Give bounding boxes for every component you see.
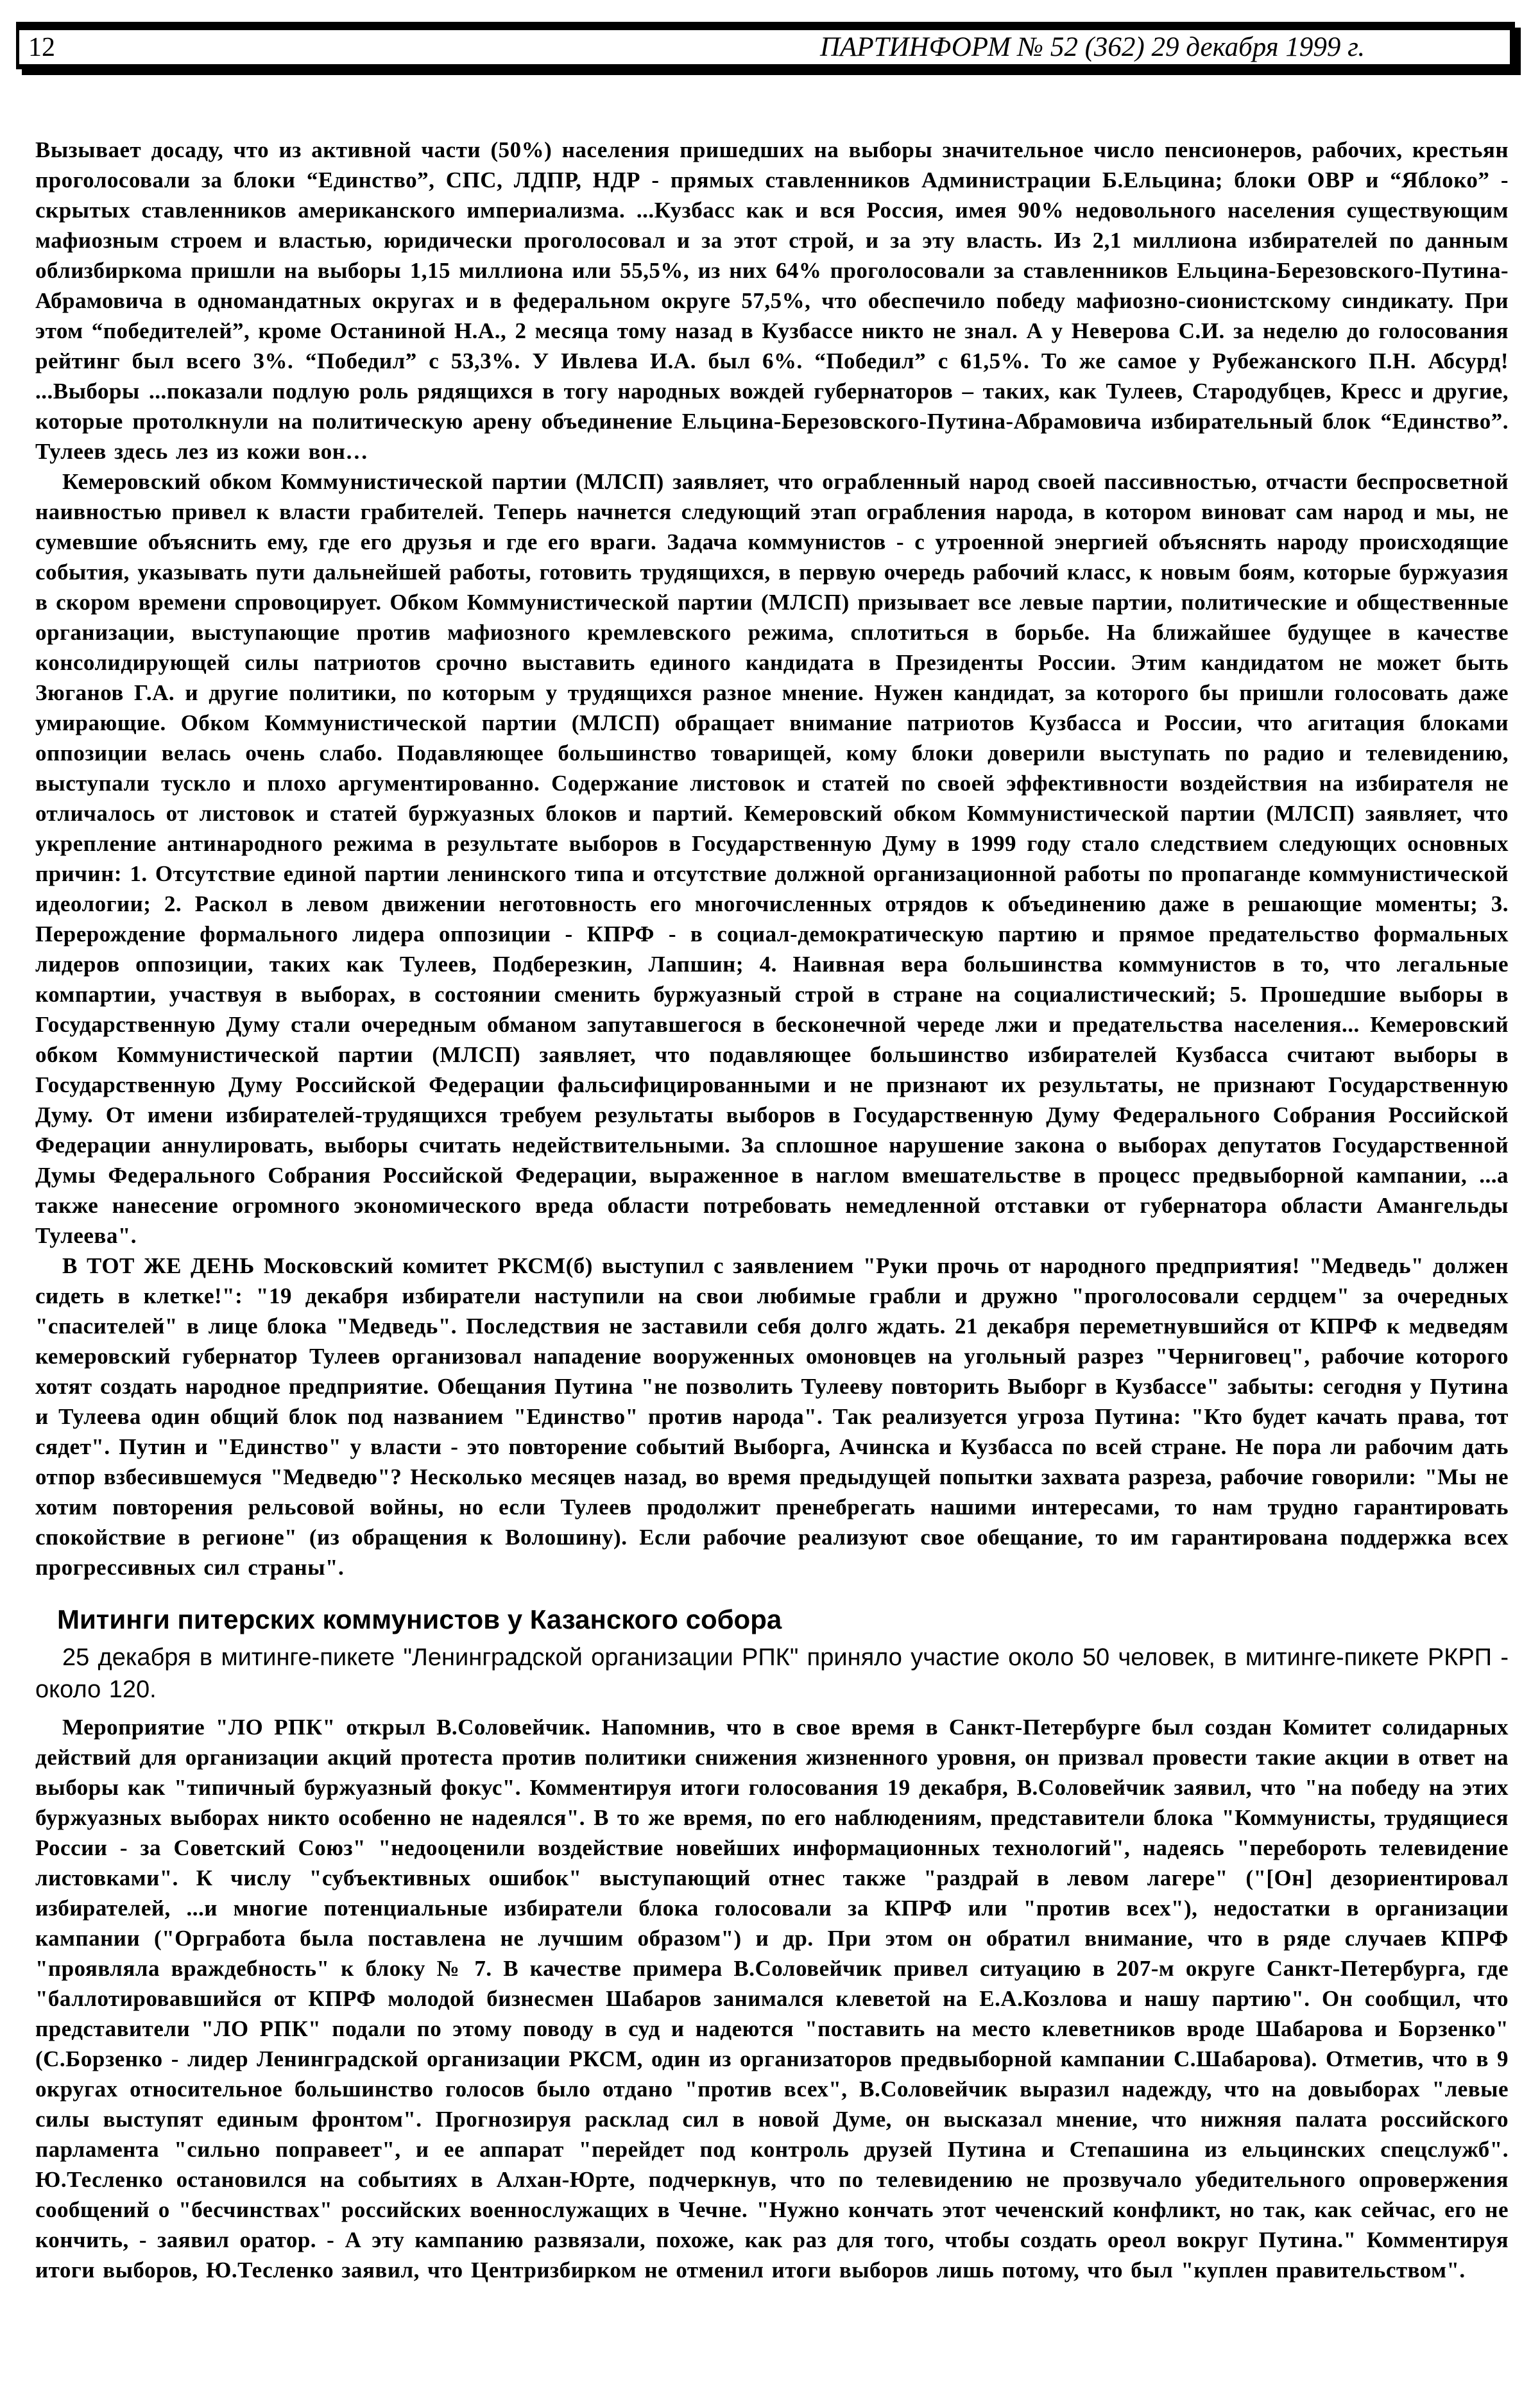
page-number: 12 [28,33,55,62]
article-paragraph: Кемеровский обком Коммунистической партии (МЛСП) заявляет, что ограбленный народ своей пассивностью, отчасти беспросветной наивностью привел к власти грабителей. Теперь начнется следующий этап ограбления народа, в котором виноват сам народ и мы, не сумевшие объяснить ему, где его друзья и где его враги. Задача коммунистов - с утроенной энергией объяснять народу происходящие события, указывать пути дальнейшей работы, готовить трудящихся, в первую очередь рабочий класс, к новым боям, которые буржуазия в скором времени спровоцирует. Обком Коммунистической партии (МЛСП) призывает все левые партии, политические и общественные организации, выступающие против мафиозного кремлевского режима, сплотиться в борьбе. На ближайшее будущее в качестве консолидирующей силы патриотов срочно выставить единого кандидата в Президенты России. Этим кандидатом не может быть Зюганов Г.А. и другие политики, по которым у трудящихся разное мнение. Нужен кандидат, за которого бы пришли голосовать даже умирающие. Обком Коммунистической партии (МЛСП) обращает внимание патриотов Кузбасса и России, что агитация блоками оппозиции велась очень слабо. Подавляющее большинство товарищей, кому блоки доверили выступать по радио и телевидению, выступали тускло и плохо аргументированно. Содержание листовок и статей по своей эффективности воздействия на избирателя не отличалось от листовок и статей буржуазных блоков и партий. Кемеровский обком Коммунистической партии (МЛСП) заявляет, что укрепление антинародного режима в результате выборов в Государственную Думу в 1999 году стало следствием следующих основных причин: 1. Отсутствие единой партии ленинского типа и отсутствие должной организационной работы по пропаганде коммунистической идеологии; 2. Раскол в левом движении неготовность его многочисленных отрядов к объединению даже в решающие моменты; 3. Перерождение формального лидера оппозиции - КПРФ - в социал-демократическую партию и прямое предательство формальных лидеров оппозиции, таких как Тулеев, Подберезкин, Лапшин; 4. Наивная вера большинства коммунистов в то, что легальные компартии, участвуя в выборах, в состоянии сменить буржуазный строй в стране на социалистический; 5. Прошедшие выборы в Государственную Думу стали очередным обманом запутавшегося в бесконечной череде лжи и предательства населения... Кемеровский обком Коммунистической партии (МЛСП) заявляет, что подавляющее большинство избирателей Кузбасса считают выборы в Государственную Думу Российской Федерации фальсифицированными и не признают их результаты, не признают Государственную Думу. От имени избирателей-трудящихся требуем результаты выборов в Государственную Думу Федерального Собрания Российской Федерации аннулировать, выборы считать недействительными. За сплошное нарушение закона о выборах депутатов Государственной Думы Федерального Собрания Российской Федерации, выраженное в наглом вмешательстве в процесс предвыборной кампании, ...а также нанесение огромного экономического вреда области потребовать немедленной отставки от губернатора области Амангельды Тулеева". [35,469,1509,1248]
section-paragraph: Мероприятие "ЛО РПК" открыл В.Соловейчик. Напомнив, что в свое время в Санкт-Петербурге был создан Комитет солидарных действий для организации акций протеста против политики снижения жизненного уровня, он призвал провести такие акции в ответ на выборы как "типичный буржуазный фокус". Комментируя итоги голосования 19 декабря, В.Соловейчик заявил, что "на победу на этих буржуазных выборах никто особенно не надеялся". В то же время, по его наблюдениям, представители блока "Коммунисты, трудящиеся России - за Советский Союз" "недооценили воздействие новейших информационных технологий", надеясь "перебороть телевидение листовками". К числу "субъективных ошибок" выступающий отнес также "раздрай в левом лагере" ("[Он] дезориентировал избирателей, ...и многие потенциальные избиратели блока голосовали за КПРФ или "против всех"), недостатки в организации кампании ("Оргработа была поставлена не лучшим образом") и др. При этом он обратил внимание, что в ряде случаев КПРФ "проявляла враждебность" к блоку № 7. В качестве примера В.Соловейчик привел ситуацию в 207-м округе Санкт-Петербурга, где "баллотировавшийся от КПРФ молодой бизнесмен Шабаров занимался клеветой на Е.А.Козлова и нашу партию". Он сообщил, что представители "ЛО РПК" подали по этому поводу в суд и надеются "поставить на место клеветников вроде Шабарова и Борзенко" (С.Борзенко - лидер Ленинградской организации РКСМ, один из организаторов предвыборной кампании С.Шабарова). Отметив, что в 9 округах относительное большинство голосов было отдано "против всех", В.Соловейчик выразил надежду, что на довыборах "левые силы выступят единым фронтом". Прогнозируя расклад сил в новой Думе, он высказал мнение, что нижняя палата российского парламента "сильно поправеет", и ее аппарат "перейдет под контроль друзей Путина и Степашина из ельцинских спецслужб". Ю.Тесленко остановился на событиях в Алхан-Юрте, подчеркнув, что по телевидению не прозвучало убедительного опровержения сообщений о "бесчинствах" российских военнослужащих в Чечне. "Нужно кончать этот чеченский конфликт, но так, как сейчас, его не кончить, - заявил оратор. - А эту кампанию развязали, похоже, как раз для того, чтобы создать ореол вокруг Путина." Комментируя итоги выборов, Ю.Тесленко заявил, что Центризбирком не отменил итоги выборов лишь потому, что был "куплен правительством". [35,1715,1509,2283]
article-paragraph: В ТОТ ЖЕ ДЕНЬ Московский комитет РКСМ(б) выступил с заявлением "Руки прочь от народного предприятия! "Медведь" должен сидеть в клетке!": "19 декабря избиратели наступили на свои любимые грабли и дружно "проголосовали сердцем" за очередных "спасителей" в лице блока "Медведь". Последствия не заставили себя долго ждать. 21 декабря переметнувшийся от КПРФ к медведям кемеровский губернатор Тулеев организовал нападение вооруженных омоновцев на угольный разрез "Черниговец", рабочие которого хотят создать народное предприятие. Обещания Путина "не позволить Тулееву повторить Выборг в Кузбассе" забыты: сегодня у Путина и Тулеева один общий блок под названием "Единство" против народа". Так реализуется угроза Путина: "Кто будет качать права, тот сядет". Путин и "Единство" у власти - это повторение событий Выборга, Ачинска и Кузбасса по всей стране. Не пора ли рабочим дать отпор взбесившемуся "Медведю"? Несколько месяцев назад, во время предыдущей попытки захвата разреза, рабочие говорили: "Мы не хотим повторения рельсовой войны, но если Тулеев продолжит пренебрегать нашими интересами, то нам трудно гарантировать спокойствие в регионе" (из обращения к Волошину). Если рабочие реализуют свое обещание, то им гарантирована поддержка всех прогрессивных сил страны". [35,1253,1509,1580]
newsletter-title: ПАРТИНФОРМ № 52 (362) 29 декабря 1999 г. [820,32,1365,62]
section-heading: Митинги питерских коммунистов у Казанского собора [57,1604,782,1634]
section-intro-paragraph: 25 декабря в митинге-пикете "Ленинградской организации РПК" приняло участие около 50 человек, в митинге-пикете РКРП - около 120. [35,1644,1509,1703]
page-header-box [16,22,1515,69]
article-text-column [35,135,1509,2285]
article-paragraph: Вызывает досаду, что из активной части (50%) населения пришедших на выборы значительное число пенсионеров, рабочих, крестьян проголосовали за блоки “Единство”, СПС, ЛДПР, НДР - прямых ставленников Администрации Б.Ельцина; блоки ОВР и “Яблоко” - скрытых ставленников американского империализма. ...Кузбасс как и вся Россия, имея 90% недовольного населения существующим мафиозным строем и властью, юридически проголосовал и за этот строй, и за эту власть. Из 2,1 миллиона избирателей по данным облизбиркома пришли на выборы 1,15 миллиона или 55,5%, из них 64% проголосовали за ставленников Ельцина-Березовского-Путина-Абрамовича в одномандатных округах и в федеральном округе 57,5%, что обеспечило победу мафиозно-сионистскому синдикату. При этом “победителей”, кроме Останиной Н.А., 2 месяца тому назад в Кузбассе никто не знал. А у Неверова С.И. за неделю до голосования рейтинг был всего 3%. “Победил” с 53,3%. У Ивлева И.А. был 6%. “Победил” с 61,5%. То же самое у Рубежанского П.Н. Абсурд! ...Выборы ...показали подлую роль рядящихся в тогу народных вождей губернаторов – таких, как Тулеев, Стародубцев, Кресс и другие, которые протолкнули на политическую арену объединение Ельцина-Березовского-Путина-Абрамовича избирательный блок “Единство”. Тулеев здесь лез из кожи вон… [35,137,1509,464]
